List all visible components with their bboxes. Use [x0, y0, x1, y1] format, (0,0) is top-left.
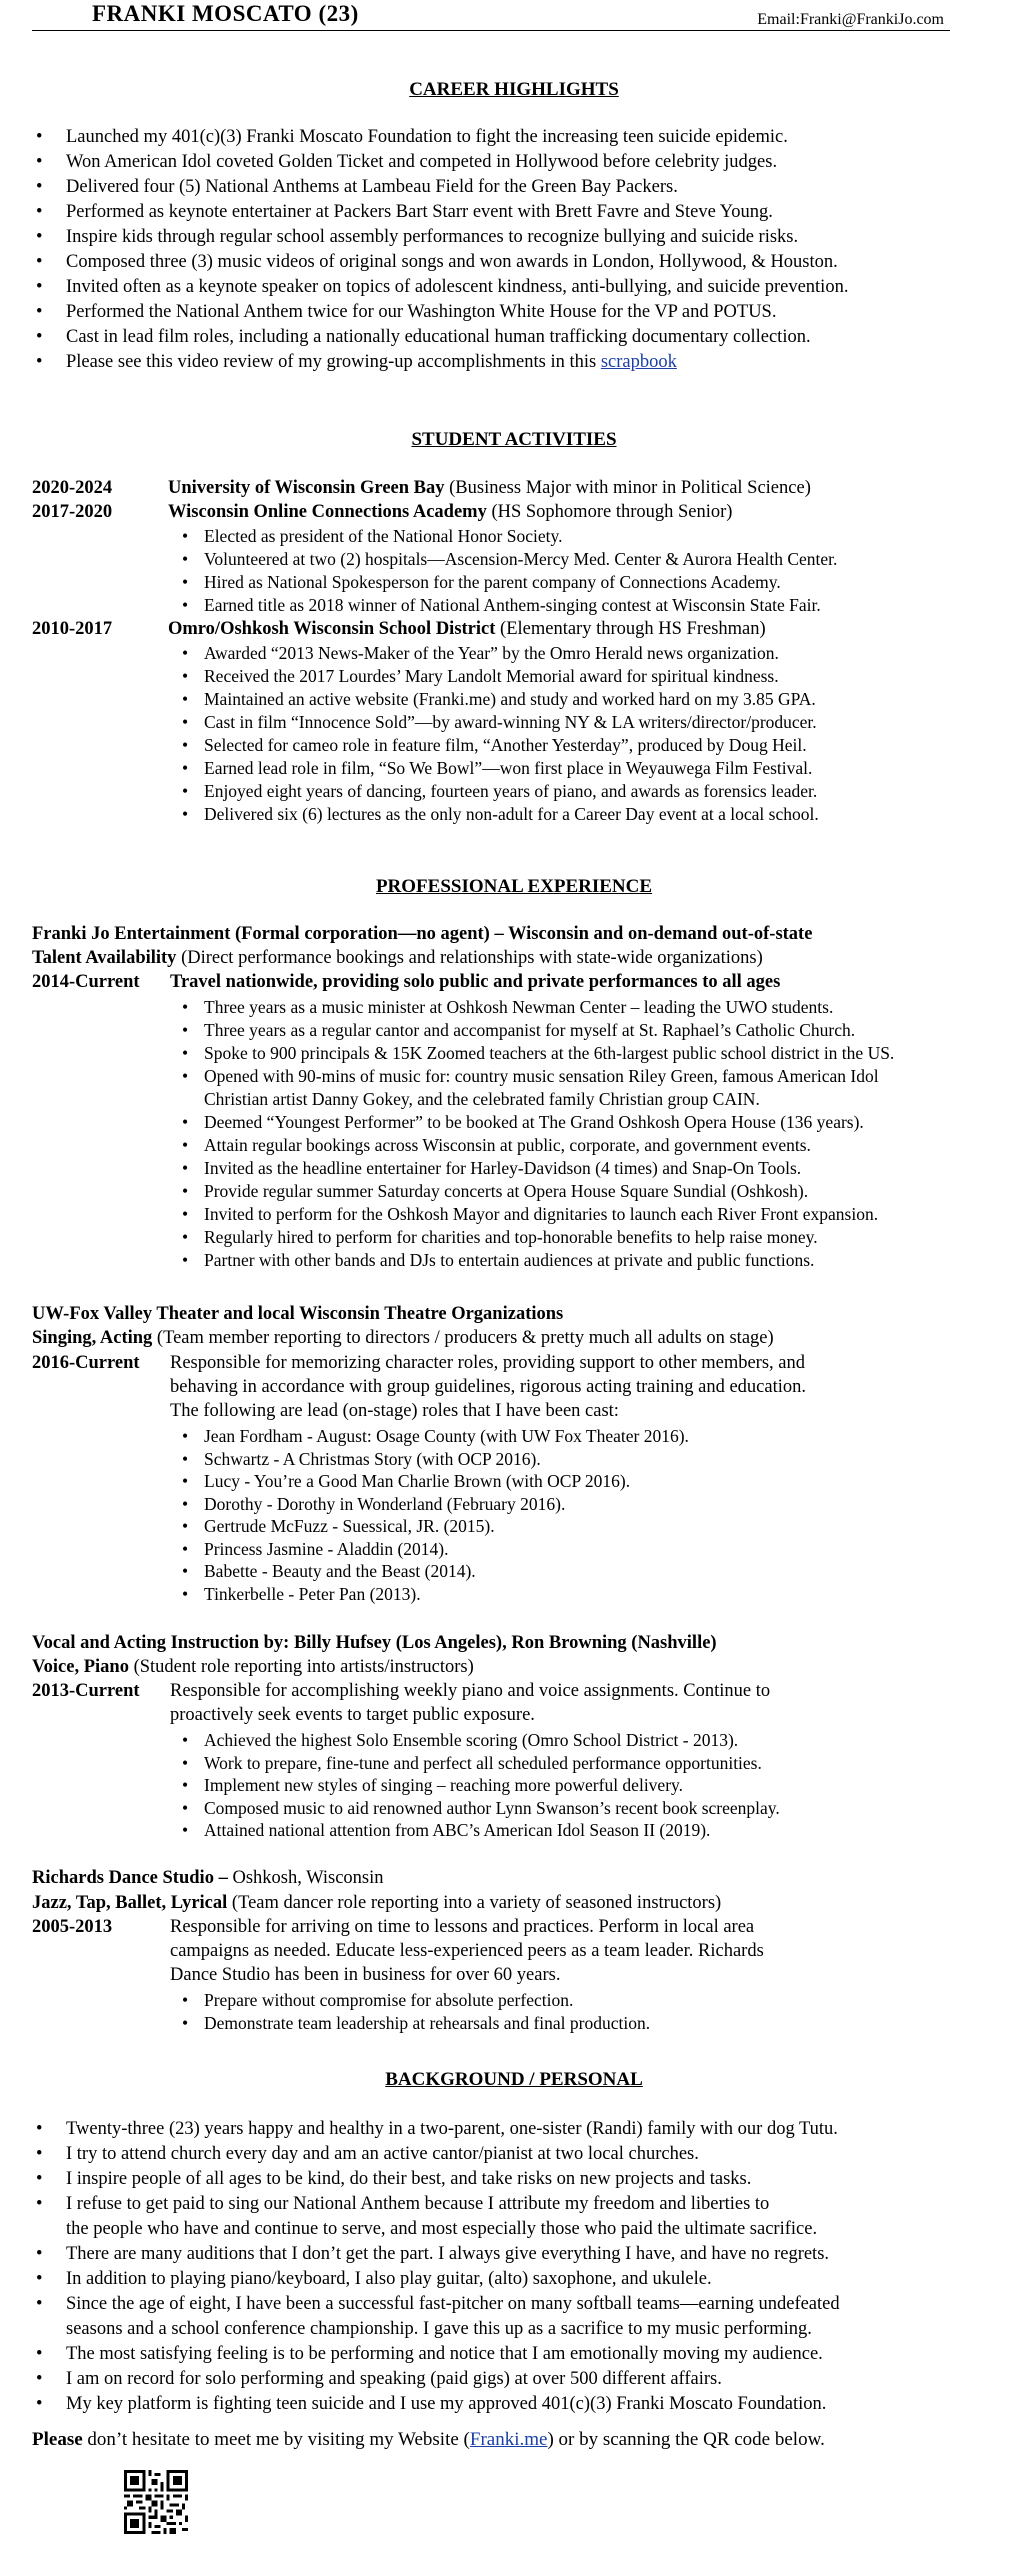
list-item: • Three years as a music minister at Oshkosh Newman Center – leading the UWO students. [170, 995, 894, 1018]
role-title: Voice, Piano [32, 1657, 129, 1677]
role-desc: (Student role reporting into artists/instructors) [128, 1657, 474, 1677]
list-item: • Twenty-three (23) years happy and healthy in a two-parent, one-sister (Randi) family with our dog Tutu. [32, 2117, 840, 2142]
student-activities-heading: STUDENT ACTIVITIES [411, 429, 617, 450]
entry-years: 2010-2017 [32, 619, 113, 639]
list-item: • Prepare without compromise for absolute perfection. [170, 1988, 650, 2011]
role-title: Talent Availability [32, 948, 177, 968]
list-item: • Won American Idol coveted Golden Ticket and competed in Hollywood before celebrity judges. [32, 150, 848, 175]
list-item: • There are many auditions that I don’t get the part. I always give everything I have, and have no regrets. [32, 2242, 840, 2267]
description-line: behaving in accordance with group guidelines, rigorous acting training and education. [170, 1377, 807, 1397]
list-item: • Schwartz - A Christmas Story (with OCP 2016). [170, 1447, 689, 1470]
role-line [32, 1655, 474, 1679]
list-item: • I refuse to get paid to sing our National Anthem because I attribute my freedom and liberties to [32, 2192, 840, 2217]
description-line: proactively seek events to target public exposure. [170, 1705, 535, 1725]
role-desc: (Direct performance bookings and relationships with state-wide organizations) [176, 948, 763, 968]
employer-name: Richards Dance Studio – [32, 1868, 228, 1888]
entry-org: University of Wisconsin Green Bay [168, 478, 445, 498]
list-item: • Hired as National Spokesperson for the parent company of Connections Academy. [170, 570, 837, 593]
entry-org: Omro/Oshkosh Wisconsin School District [168, 619, 496, 639]
entry-years: 2005-2013 [32, 1917, 113, 1937]
entry-desc: (Business Major with minor in Political Science) [444, 478, 811, 498]
job-duties-list [170, 995, 894, 1271]
employer-line: UW-Fox Valley Theater and local Wisconsin Theatre Organizations [32, 1304, 564, 1324]
role-title: Jazz, Tap, Ballet, Lyrical [32, 1893, 228, 1913]
list-item-continuation: seasons and a school conference championship. I gave this up as a sacrifice to my music performing. [66, 2319, 812, 2339]
description-line: Responsible for memorizing character roles, providing support to other members, and [170, 1353, 805, 1373]
list-item: • Volunteered at two (2) hospitals—Ascension-Mercy Med. Center & Aurora Health Center. [170, 547, 837, 570]
description-line: The following are lead (on-stage) roles that I have been cast: [170, 1401, 619, 1421]
list-item: • Cast in lead film roles, including a nationally educational human trafficking documentary collection. [32, 325, 848, 350]
roles-list [170, 1424, 689, 1604]
list-item: • Performed as keynote entertainer at Packers Bart Starr event with Brett Favre and Steve Young. [32, 200, 848, 225]
list-item: • Babette - Beauty and the Beast (2014). [170, 1559, 689, 1582]
website-link[interactable]: Franki.me [469, 2429, 548, 2450]
list-item: • Earned lead role in film, “So We Bowl”—won first place in Weyauwega Film Festival. [170, 756, 819, 779]
role-title: Singing, Acting [32, 1328, 153, 1348]
entry-desc: (HS Sophomore through Senior) [486, 502, 733, 522]
closing-text: don’t hesitate to meet me by visiting my Website ( [82, 2429, 470, 2450]
closing-please: Please [32, 2429, 83, 2450]
list-item-continuation: Christian artist Danny Gokey, and the celebrated family Christian group CAIN. [204, 1089, 760, 1109]
list-item: • Since the age of eight, I have been a successful fast-pitcher on many softball teams—earning undefeated [32, 2292, 840, 2317]
list-item: • Maintained an active website (Franki.me) and study and worked hard on my 3.85 GPA. [170, 687, 819, 710]
list-item: • Invited to perform for the Oshkosh Mayor and dignitaries to launch each River Front expansion. [170, 1202, 894, 1225]
list-item-continuation: the people who have and continue to serve, and most especially those who paid the ultimate sacrifice. [66, 2219, 818, 2239]
list-item: • Performed the National Anthem twice for our Washington White House for the VP and POTUS. [32, 300, 848, 325]
role-line [32, 1891, 721, 1915]
list-item: • Deemed “Youngest Performer” to be booked at The Grand Oshkosh Opera House (136 years). [170, 1110, 894, 1133]
entry-desc: (Elementary through HS Freshman) [495, 619, 766, 639]
background-list [32, 2117, 840, 2417]
list-item: • Awarded “2013 News-Maker of the Year” by the Omro Herald news organization. [170, 641, 819, 664]
role-desc: (Team dancer role reporting into a variety of seasoned instructors) [227, 1893, 722, 1913]
list-item: • The most satisfying feeling is to be performing and notice that I am emotionally moving my audience. [32, 2342, 840, 2367]
list-item: • Invited often as a keynote speaker on topics of adolescent kindness, anti-bullying, and suicide prevention. [32, 275, 848, 300]
list-item: • I inspire people of all ages to be kind, do their best, and take risks on new projects and tasks. [32, 2167, 840, 2192]
qr-code-icon[interactable] [124, 2470, 188, 2534]
description-line: campaigns as needed. Educate less-experienced peers as a team leader. Richards [170, 1941, 764, 1961]
education-details-list [170, 641, 819, 825]
role-line [32, 1326, 774, 1350]
scrapbook-sentence: Please see this video review of my growing-up accomplishments in this [66, 352, 601, 372]
list-item: • Attained national attention from ABC’s American Idol Season II (2019). [170, 1818, 780, 1841]
list-item: • Invited as the headline entertainer for Harley-Davidson (4 times) and Snap-On Tools. [170, 1156, 894, 1179]
entry-years: 2014-Current [32, 972, 140, 992]
list-item: • Three years as a regular cantor and accompanist for myself at St. Raphael’s Catholic Church. [170, 1018, 894, 1041]
job-description [170, 1915, 890, 1987]
description-line: Dance Studio has been in business for over 60 years. [170, 1965, 561, 1985]
list-item: • My key platform is fighting teen suicide and I use my approved 401(c)(3) Franki Moscato Foundation. [32, 2392, 840, 2417]
career-highlights-list [32, 125, 848, 375]
list-item: • Gertrude McFuzz - Suessical, JR. (2015). [170, 1514, 689, 1537]
list-item: • Jean Fordham - August: Osage County (with UW Fox Theater 2016). [170, 1424, 689, 1447]
job-headline: Travel nationwide, providing solo public and private performances to all ages [170, 972, 781, 992]
entry-years: 2016-Current [32, 1353, 140, 1373]
list-item: • I try to attend church every day and am an active cantor/pianist at two local churches. [32, 2142, 840, 2167]
description-line: Responsible for accomplishing weekly piano and voice assignments. Continue to [170, 1681, 771, 1701]
professional-experience-heading: PROFESSIONAL EXPERIENCE [375, 876, 653, 897]
job-duties-list [170, 1728, 780, 1841]
list-item: • Regularly hired to perform for charities and top-honorable benefits to help raise money. [170, 1225, 894, 1248]
list-item: • Lucy - You’re a Good Man Charlie Brown (with OCP 2016). [170, 1469, 689, 1492]
list-item: • Cast in film “Innocence Sold”—by award-winning NY & LA writers/director/producer. [170, 710, 819, 733]
list-item: • Achieved the highest Solo Ensemble scoring (Omro School District - 2013). [170, 1728, 780, 1751]
closing-tail: ) or by scanning the QR code below. [547, 2429, 825, 2450]
list-item: • Attain regular bookings across Wisconsin at public, corporate, and government events. [170, 1133, 894, 1156]
employer-location: Oshkosh, Wisconsin [227, 1868, 384, 1888]
list-item: • Dorothy - Dorothy in Wonderland (February 2016). [170, 1492, 689, 1515]
role-line [32, 946, 763, 970]
list-item: • Inspire kids through regular school assembly performances to recognize bullying and suicide risks. [32, 225, 848, 250]
list-item: • Delivered six (6) lectures as the only non-adult for a Career Day event at a local school. [170, 802, 819, 825]
list-item: • Partner with other bands and DJs to entertain audiences at private and public functions. [170, 1248, 894, 1271]
job-description [170, 1351, 890, 1423]
list-item: • I am on record for solo performing and speaking (paid gigs) at over 500 different affairs. [32, 2367, 840, 2392]
list-item: • Opened with 90-mins of music for: country music sensation Riley Green, famous American Idol [170, 1064, 894, 1087]
list-item: • Received the 2017 Lourdes’ Mary Landolt Memorial award for spiritual kindness. [170, 664, 819, 687]
list-item: • Spoke to 900 principals & 15K Zoomed teachers at the 6th-largest public school district in the US. [170, 1041, 894, 1064]
list-item: • Composed three (3) music videos of original songs and won awards in London, Hollywood, & Houston. [32, 250, 848, 275]
list-item: • Implement new styles of singing – reaching more powerful delivery. [170, 1773, 780, 1796]
list-item: • Princess Jasmine - Aladdin (2014). [170, 1537, 689, 1560]
education-details-list [170, 524, 837, 616]
list-item: • Work to prepare, fine-tune and perfect all scheduled performance opportunities. [170, 1751, 780, 1774]
list-item: • Provide regular summer Saturday concerts at Opera House Square Sundial (Oshkosh). [170, 1179, 894, 1202]
list-item: • Earned title as 2018 winner of National Anthem-singing contest at Wisconsin State Fair. [170, 593, 837, 616]
description-line: Responsible for arriving on time to lessons and practices. Perform in local area [170, 1917, 755, 1937]
entry-years: 2017-2020 [32, 502, 113, 522]
job-description [170, 1679, 890, 1727]
list-item [32, 350, 848, 375]
career-highlights-heading: CAREER HIGHLIGHTS [409, 79, 619, 100]
list-item: • Delivered four (5) National Anthems at Lambeau Field for the Green Bay Packers. [32, 175, 848, 200]
candidate-name: FRANKI MOSCATO (23) [92, 1, 359, 26]
role-desc: (Team member reporting to directors / producers & pretty much all adults on stage) [152, 1328, 774, 1348]
scrapbook-link[interactable]: scrapbook [600, 352, 677, 372]
closing-line [32, 2428, 825, 2452]
entry-org: Wisconsin Online Connections Academy [168, 502, 487, 522]
list-item: • Composed music to aid renowned author Lynn Swanson’s recent book screenplay. [170, 1796, 780, 1819]
list-item: • Enjoyed eight years of dancing, fourteen years of piano, and awards as forensics leader. [170, 779, 819, 802]
background-personal-heading: BACKGROUND / PERSONAL [385, 2069, 643, 2090]
contact-email[interactable]: Email:Franki@FrankiJo.com [757, 11, 944, 28]
list-item: • Tinkerbelle - Peter Pan (2013). [170, 1582, 689, 1605]
job-duties-list [170, 1988, 650, 2033]
list-item: • In addition to playing piano/keyboard, I also play guitar, (alto) saxophone, and ukulele. [32, 2267, 840, 2292]
entry-years: 2020-2024 [32, 478, 113, 498]
employer-line: Vocal and Acting Instruction by: Billy Hufsey (Los Angeles), Ron Browning (Nashville) [32, 1633, 717, 1653]
employer-line [32, 1866, 384, 1890]
list-item: • Selected for cameo role in feature film, “Another Yesterday”, produced by Doug Heil. [170, 733, 819, 756]
employer-line: Franki Jo Entertainment (Formal corporation—no agent) – Wisconsin and on-demand out-of-state [32, 924, 813, 944]
list-item: • Elected as president of the National Honor Society. [170, 524, 837, 547]
entry-years: 2013-Current [32, 1681, 140, 1701]
list-item: • Launched my 401(c)(3) Franki Moscato Foundation to fight the increasing teen suicide epidemic. [32, 125, 848, 150]
resume-header [32, 0, 950, 31]
list-item: • Demonstrate team leadership at rehearsals and final production. [170, 2011, 650, 2034]
